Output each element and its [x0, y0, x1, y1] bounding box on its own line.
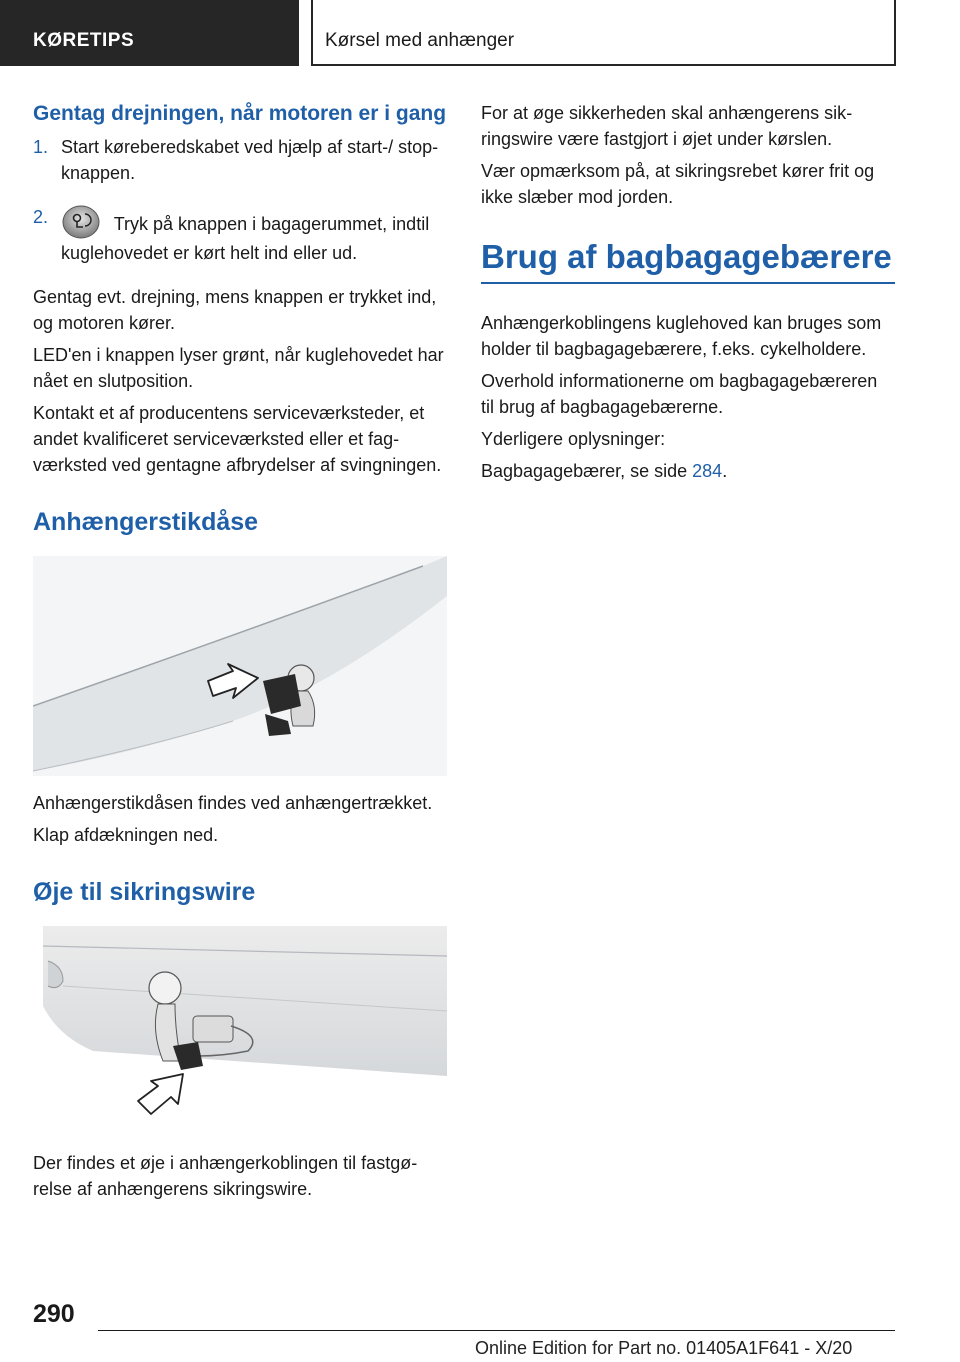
paragraph: Yderligere oplysninger: [481, 429, 666, 449]
trailer-socket-drawing [33, 556, 447, 776]
steps-list [33, 134, 447, 266]
step-text: Start køreberedskabet ved hjælp af start-/ stop-knappen. [61, 137, 439, 183]
step-number: 2. [33, 207, 49, 227]
paragraph: Overhold informationerne om bagbagagebæreren til brug af bagbagagebærerne. [481, 371, 878, 417]
safety-wire-eye-drawing [33, 926, 447, 1136]
reference-text: Bagbagagebærer, se side [481, 461, 693, 481]
reference-suffix: . [722, 461, 728, 481]
edition-info: Online Edition for Part no. 01405A1F641 - X/20 [475, 1338, 853, 1358]
step-number: 1. [33, 137, 49, 157]
paragraph: For at øge sikkerheden skal anhængerens sikringswire være fastgjort i øjet under kørslen. [481, 103, 853, 149]
page-number: 290 [33, 1300, 75, 1328]
paragraph: Vær opmærksom på, at sikringsrebet kører frit og ikke slæber mod jorden. [481, 161, 875, 207]
left-column [33, 100, 447, 1208]
step-text: Tryk på knappen i bagagerummet, indtil kuglehovedet er kørt helt ind eller ud. [61, 214, 430, 263]
list-item [33, 204, 447, 266]
heading-trailer-socket: Anhængerstikdåse [33, 508, 259, 536]
safety-wire-eye-illustration [33, 926, 447, 1136]
paragraph: Anhængerkoblingens kuglehoved kan bruges som holder til bagbagagebærere, f.eks. cykelholdere. [481, 313, 882, 359]
footer-divider [98, 1330, 895, 1331]
trailer-socket-illustration [33, 556, 447, 776]
heading-rear-carrier: Brug af bagbagagebærere [481, 236, 895, 284]
trailer-hitch-button-icon [61, 204, 101, 240]
paragraph: Anhængerstikdåsen findes ved anhængertrækket. [33, 793, 433, 813]
page-reference-link[interactable]: 284 [692, 461, 723, 481]
paragraph: Kontakt et af producentens serviceværksteder, et andet kvalificeret serviceværksted eller et fagværksted ved gentagne afbrydelser af svingningen. [33, 403, 442, 475]
chapter-title: Kørsel med anhænger [311, 0, 896, 66]
paragraph: Der findes et øje i anhængerkoblingen til fastgørelse af anhængerens sikringswire. [33, 1153, 418, 1199]
paragraph-with-link [481, 458, 895, 484]
right-column [481, 100, 895, 490]
paragraph: Klap afdækningen ned. [33, 825, 219, 845]
list-item [33, 134, 447, 186]
paragraph: Gentag evt. drejning, mens knappen er trykket ind, og motoren kører. [33, 287, 437, 333]
paragraph: LED'en i knappen lyser grønt, når kuglehovedet har nået en slutposition. [33, 345, 444, 391]
heading-repeat-rotation: Gentag drejningen, når motoren er i gang [33, 102, 447, 125]
page-header [0, 0, 960, 66]
heading-safety-wire-eye: Øje til sikringswire [33, 878, 256, 906]
section-label: KØRETIPS [0, 0, 299, 66]
